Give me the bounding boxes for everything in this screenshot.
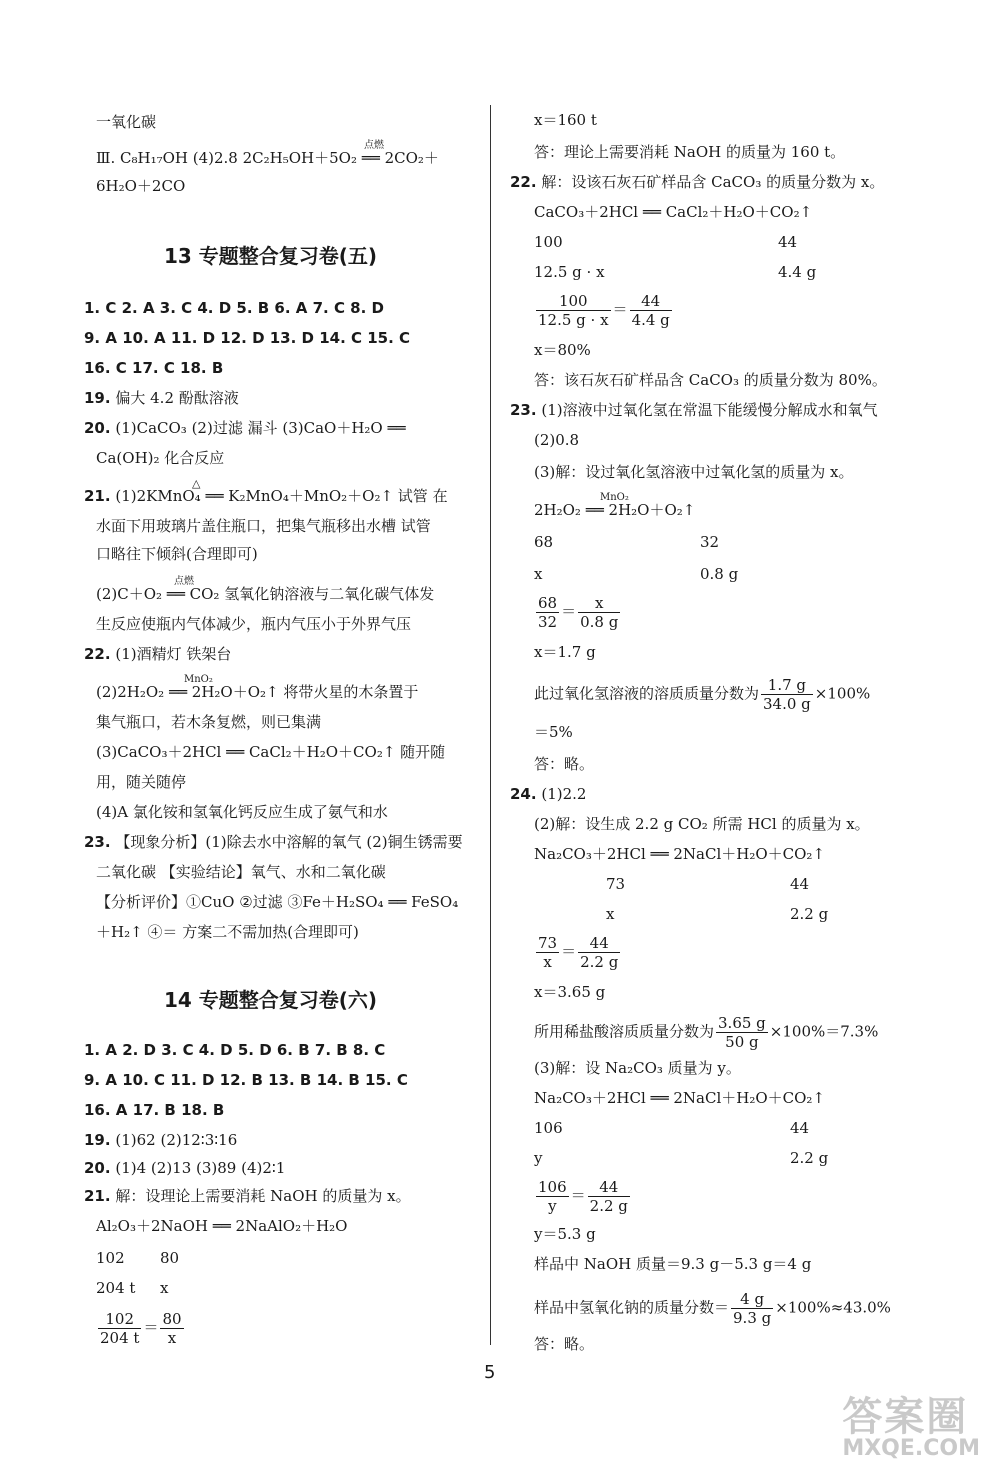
text-line: 32 xyxy=(700,533,720,551)
text-line: 集气瓶口，若木条复燃，则已集满 xyxy=(96,713,322,731)
watermark-logo: 答案圈 MXQE.COM xyxy=(842,1394,980,1461)
text-line: 样品中 NaOH 质量＝9.3 g－5.3 g＝4 g xyxy=(534,1255,812,1273)
answer-19: 19. 偏大 4.2 酚酞溶液 xyxy=(84,389,239,407)
text-line: x xyxy=(534,565,543,583)
text-line: (4)A 氯化铵和氢氧化钙反应生成了氨气和水 xyxy=(96,803,388,821)
text-line: ＝5% xyxy=(534,723,573,741)
answer-20: 20. (1)4 (2)13 (3)89 (4)2∶1 xyxy=(84,1159,286,1177)
text-line: 4.4 g xyxy=(778,263,817,281)
text-line: 44 xyxy=(790,1119,810,1137)
reaction-condition: 点燃 xyxy=(174,576,194,587)
text-line: x＝160 t xyxy=(534,111,597,129)
fraction-equation: $\frac{106}{y}$ ＝ $\frac{44}{2.2 g}$ xyxy=(538,1178,628,1215)
text-line: 水面下用玻璃片盖住瓶口，把集气瓶移出水槽 试管 xyxy=(96,517,431,535)
section-title: 14 专题整合复习卷(六) xyxy=(164,988,378,1012)
text-line: (3)解：设 Na₂CO₃ 质量为 y。 xyxy=(534,1059,741,1077)
text-line: x＝3.65 g xyxy=(534,983,606,1001)
text-line: Ca(OH)₂ 化合反应 xyxy=(96,449,225,467)
equation-line: Na₂CO₃＋2HCl ══ 2NaCl＋H₂O＋CO₂↑ xyxy=(534,1089,825,1107)
answer-19: 19. (1)62 (2)12∶3∶16 xyxy=(84,1131,238,1149)
equation-line: (2)C＋O₂ ══ CO₂ 氢氧化钠溶液与二氧化碳气体发 点燃 xyxy=(96,584,434,604)
text-line: y xyxy=(534,1149,543,1167)
text-line: 106 xyxy=(534,1119,563,1137)
text-line: ＋H₂↑ ④＝ 方案二不需加热(合理即可) xyxy=(96,923,359,941)
answer-row: 1. A 2. D 3. C 4. D 5. D 6. B 7. B 8. C xyxy=(84,1041,386,1059)
fraction-equation: $\frac{102}{204 t}$ ＝ $\frac{80}{x}$ xyxy=(100,1310,182,1347)
answer-21: 21. 解：设理论上需要消耗 NaOH 的质量为 x。 xyxy=(84,1187,411,1205)
text-line: 用，随关随停 xyxy=(96,773,187,791)
text-line: y＝5.3 g xyxy=(534,1225,596,1243)
text-line: 口略往下倾斜(合理即可) xyxy=(96,545,258,563)
text-line: 80 xyxy=(160,1249,180,1267)
reaction-condition: MnO₂ xyxy=(600,492,629,503)
text-line: 100 xyxy=(534,233,563,251)
equation-line: (2)2H₂O₂ ══ 2H₂O＋O₂↑ 将带火星的木条置于 MnO₂ xyxy=(96,682,418,702)
answer-23: 23. (1)溶液中过氧化氢在常温下能缓慢分解成水和氧气 xyxy=(510,401,878,419)
fraction-equation: $\frac{100}{12.5 g \cdot x}$ ＝ $\frac{44}{4.4 g}$ xyxy=(538,292,670,329)
text-line: x＝80% xyxy=(534,341,591,359)
page-number: 5 xyxy=(484,1362,496,1383)
reaction-condition: 点燃 xyxy=(364,140,384,151)
reaction-condition: △ xyxy=(192,477,201,490)
text-line: 答：略。 xyxy=(534,755,595,773)
text-line: 【分析评价】①CuO ②过滤 ③Fe＋H₂SO₄ ══ FeSO₄ xyxy=(96,893,459,911)
answer-24: 24. (1)2.2 xyxy=(510,785,587,803)
answer-row: 16. C 17. C 18. B xyxy=(84,359,224,377)
fraction-line: 此过氧化氢溶液的溶质质量分数为 $\frac{1.7 g}{34.0 g}$ ×100% xyxy=(534,676,871,713)
text-line: 二氧化碳 【实验结论】氧气、水和二氧化碳 xyxy=(96,863,386,881)
section-title: 13 专题整合复习卷(五) xyxy=(164,244,378,268)
text-line: 204 t xyxy=(96,1279,136,1297)
equation-line: Ⅲ. C₈H₁₇OH (4)2.8 2C₂H₅OH＋5O₂ ══ 2CO₂＋ 点燃 xyxy=(96,148,439,168)
answer-row: 9. A 10. C 11. D 12. B 13. B 14. B 15. C xyxy=(84,1071,408,1089)
equation-line: Na₂CO₃＋2HCl ══ 2NaCl＋H₂O＋CO₂↑ xyxy=(534,845,825,863)
text-line: x xyxy=(606,905,615,923)
text-line: 68 xyxy=(534,533,554,551)
text-line: (2)解：设生成 2.2 g CO₂ 所需 HCl 的质量为 x。 xyxy=(534,815,870,833)
text-line: 一氧化碳 xyxy=(96,113,157,131)
equation-line: CaCO₃＋2HCl ══ CaCl₂＋H₂O＋CO₂↑ xyxy=(534,203,813,221)
fraction-line: 所用稀盐酸溶质质量分数为 $\frac{3.65 g}{50 g}$ ×100%＝7.3% xyxy=(534,1014,879,1051)
text-line: 102 xyxy=(96,1249,125,1267)
text-line: 生反应使瓶内气体减少，瓶内气压小于外界气压 xyxy=(96,615,412,633)
text-line: 答：略。 xyxy=(534,1335,595,1353)
fraction-equation: $\frac{73}{x}$ ＝ $\frac{44}{2.2 g}$ xyxy=(538,934,619,971)
text-line: 2.2 g xyxy=(790,1149,829,1167)
fraction-equation: $\frac{68}{32}$ ＝ $\frac{x}{0.8 g}$ xyxy=(538,594,619,631)
text-line: 44 xyxy=(778,233,798,251)
text-line: (3)解：设过氧化氢溶液中过氧化氢的质量为 x。 xyxy=(534,463,854,481)
text-line: 73 xyxy=(606,875,626,893)
text-line: 12.5 g · x xyxy=(534,263,605,281)
answer-row: 16. A 17. B 18. B xyxy=(84,1101,225,1119)
reaction-condition: MnO₂ xyxy=(184,674,213,685)
equation-line: Al₂O₃＋2NaOH ══ 2NaAlO₂＋H₂O xyxy=(96,1217,348,1235)
text-line: (3)CaCO₃＋2HCl ══ CaCl₂＋H₂O＋CO₂↑ 随开随 xyxy=(96,743,446,761)
answer-22: 22. 解：设该石灰石矿样品含 CaCO₃ 的质量分数为 x。 xyxy=(510,173,885,191)
equation-line: 2H₂O₂ ══ 2H₂O＋O₂↑ MnO₂ xyxy=(534,500,695,520)
answer-row: 9. A 10. A 11. D 12. D 13. D 14. C 15. C xyxy=(84,329,411,347)
text-line: 答：理论上需要消耗 NaOH 的质量为 160 t。 xyxy=(534,143,846,161)
text-line: 0.8 g xyxy=(700,565,739,583)
text-line: x＝1.7 g xyxy=(534,643,596,661)
text-line: 6H₂O＋2CO xyxy=(96,177,186,195)
answer-23: 23. 【现象分析】(1)除去水中溶解的氧气 (2)铜生锈需要 xyxy=(84,833,463,851)
text-line: x xyxy=(160,1279,169,1297)
answer-22: 22. (1)酒精灯 铁架台 xyxy=(84,645,232,663)
text-line: 44 xyxy=(790,875,810,893)
answer-21: 21. (1)2KMnO₄ ══ K₂MnO₄＋MnO₂＋O₂↑ 试管 在 △ xyxy=(84,486,448,506)
text-line: 2.2 g xyxy=(790,905,829,923)
column-divider xyxy=(490,105,491,1345)
fraction-line: 样品中氢氧化钠的质量分数＝ $\frac{4 g}{9.3 g}$ ×100%≈43.0% xyxy=(534,1290,891,1327)
text-line: (2)0.8 xyxy=(534,431,580,449)
answer-row: 1. C 2. A 3. C 4. D 5. B 6. A 7. C 8. D xyxy=(84,299,384,317)
text-line: 答：该石灰石矿样品含 CaCO₃ 的质量分数为 80%。 xyxy=(534,371,887,389)
answer-20: 20. (1)CaCO₃ (2)过滤 漏斗 (3)CaO＋H₂O ══ xyxy=(84,419,406,437)
